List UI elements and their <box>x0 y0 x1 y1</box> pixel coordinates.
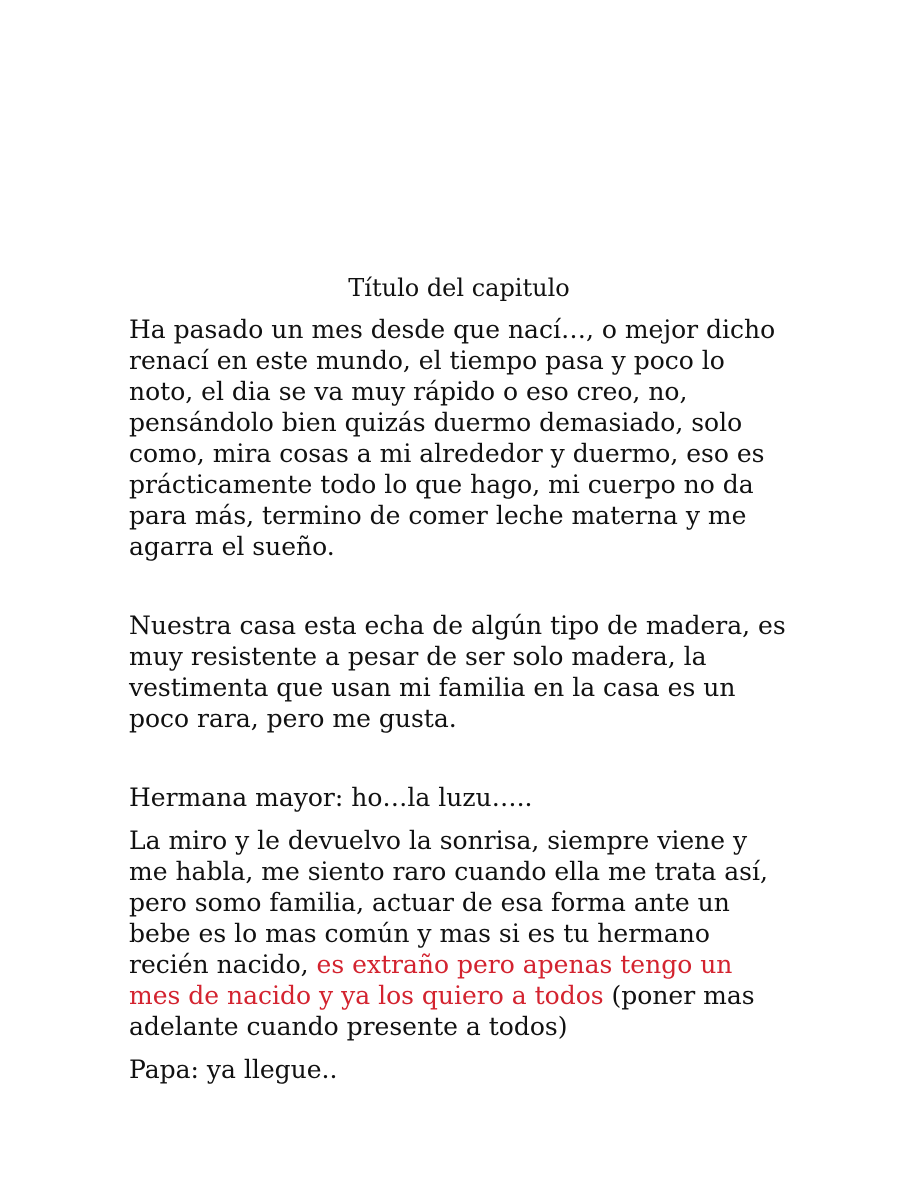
dialogue-older-sister: Hermana mayor: ho…la luzu….. <box>129 783 533 812</box>
document-page <box>129 272 789 1085</box>
paragraph-spacer <box>129 813 789 825</box>
paragraph-1: Ha pasado un mes desde que nací…, o mejor dicho renací en este mundo, el tiempo pasa y poco lo noto, el dia se va muy rápido o eso creo, no, pensándolo bien quizás duermo demasiado, solo como, mira cosas a mi alrededor y duermo, eso es prácticamente todo lo que hago, mi cuerpo no da para más, termino de comer leche materna y me agarra el sueño. <box>129 315 776 561</box>
paragraph-3-note: (poner mas adelante cuando presente a todos) <box>129 981 755 1041</box>
paragraph-spacer <box>129 734 789 782</box>
paragraph-3 <box>129 825 789 1042</box>
dialogue-dad: Papa: ya llegue.. <box>129 1055 338 1084</box>
paragraph-3-text: La miro y le devuelvo la sonrisa, siempre viene y me habla, me siento raro cuando ella me trata así, pero somo familia, actuar de esa forma ante un bebe es lo mas común y mas si es tu hermano recién nacido, <box>129 826 768 979</box>
chapter-title: Título del capitulo <box>348 274 570 302</box>
paragraph-spacer <box>129 562 789 610</box>
paragraph-spacer <box>129 1042 789 1054</box>
highlighted-text: es extraño pero apenas tengo un mes de nacido y ya los quiero a todos <box>129 950 733 1010</box>
paragraph-2: Nuestra casa esta echa de algún tipo de madera, es muy resistente a pesar de ser solo madera, la vestimenta que usan mi familia en la casa es un poco rara, pero me gusta. <box>129 611 786 733</box>
